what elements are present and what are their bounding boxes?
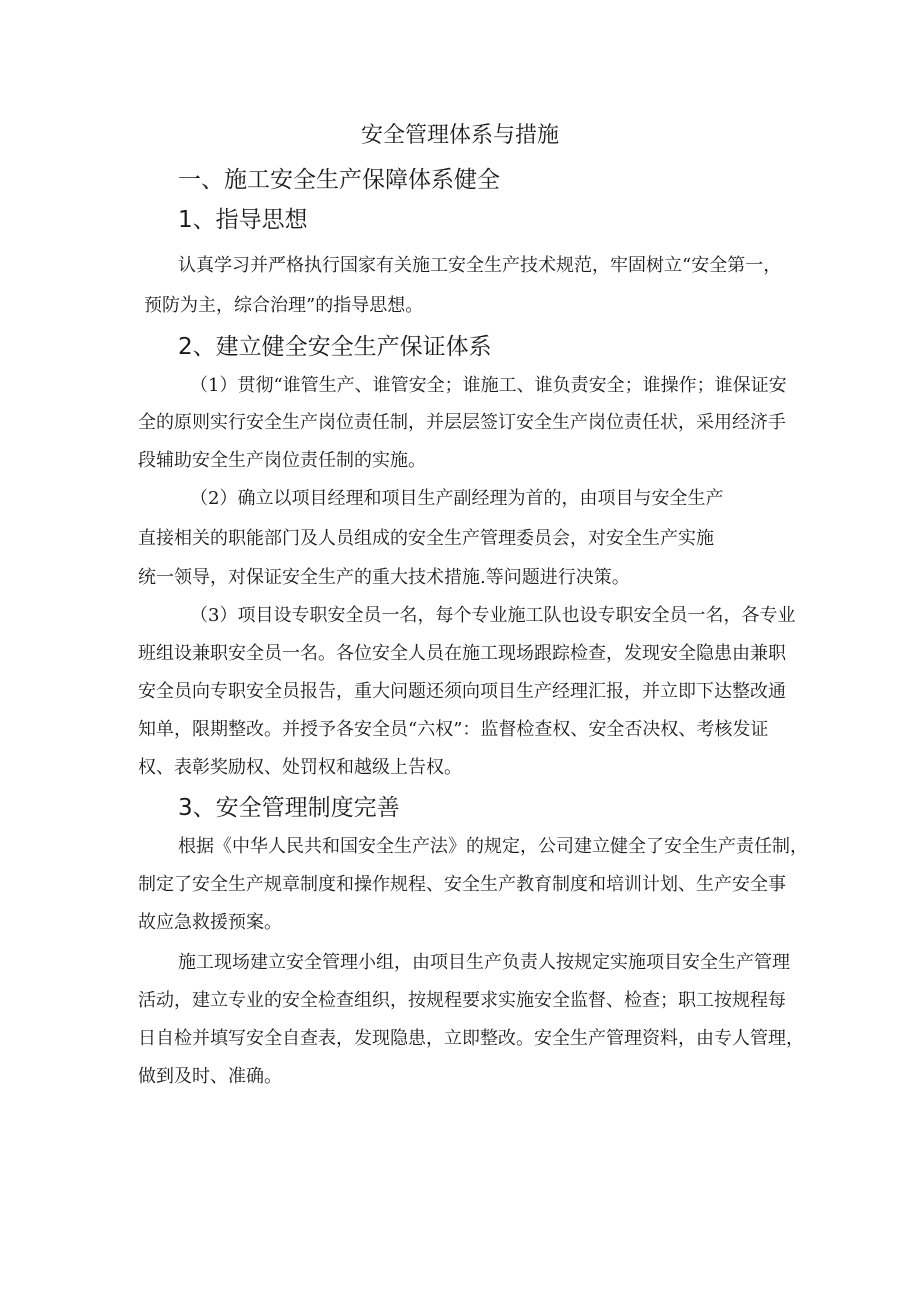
paragraph-line: 活动，建立专业的安全检查组织，按规程要求实施安全监督、检查；职工按规程每 (138, 990, 786, 1011)
paragraph-line: 根据《中华人民共和国安全生产法》的规定，公司建立健全了安全生产责任制， (178, 836, 808, 857)
paragraph-line: （1）贯彻“谁管生产、谁管安全；谁施工、谁负责安全；谁操作；谁保证安 (190, 375, 787, 396)
subsection-heading-safety-rules: 3、安全管理制度完善 (178, 795, 400, 821)
paragraph-line: 施工现场建立安全管理小组，由项目生产负责人按规定实施项目安全生产管理 (178, 952, 790, 973)
paragraph-line: 直接相关的职能部门及人员组成的安全生产管理委员会，对安全生产实施 (138, 528, 714, 549)
paragraph-line: 日自检并填写安全自查表，发现隐患，立即整改。安全生产管理资料，由专人管理， (138, 1028, 804, 1049)
paragraph-line: 预防为主，综合治理”的指导思想。 (144, 295, 424, 316)
subsection-heading-guiding-thought: 1、指导思想 (178, 207, 308, 233)
paragraph-line: 做到及时、准确。 (138, 1066, 282, 1087)
paragraph-line: 全的原则实行安全生产岗位责任制，并层层签订安全生产岗位责任状，采用经济手 (138, 412, 786, 433)
paragraph-line: 段辅助安全生产岗位责任制的实施。 (138, 450, 426, 471)
section-heading-1: 一、施工安全生产保障体系健全 (178, 167, 500, 193)
paragraph-line: 班组设兼职安全员一名。各位安全人员在施工现场跟踪检查，发现安全隐患由兼职 (138, 643, 786, 664)
document-title: 安全管理体系与措施 (360, 123, 559, 148)
paragraph-line: 权、表彰奖励权、处罚权和越级上告权。 (138, 757, 462, 778)
paragraph-line: （3）项目设专职安全员一名，每个专业施工队也设专职安全员一名，各专业 (190, 605, 796, 626)
subsection-heading-safety-system: 2、建立健全安全生产保证体系 (178, 334, 492, 360)
paragraph-line: 安全员向专职安全员报告，重大问题还须向项目生产经理汇报，并立即下达整改通 (138, 681, 786, 702)
paragraph-line: 故应急救援预案。 (138, 912, 282, 933)
paragraph-line: 知单，限期整改。并授予各安全员“六权”：监督检查权、安全否决权、考核发证 (138, 719, 769, 740)
paragraph-line: 统一领导，对保证安全生产的重大技术措施.等问题进行决策。 (138, 567, 630, 588)
paragraph-line: 认真学习并严格执行国家有关施工安全生产技术规范，牢固树立“安全第一， (178, 255, 782, 276)
paragraph-line: 制定了安全生产规章制度和操作规程、安全生产教育制度和培训计划、生产安全事 (138, 874, 786, 895)
paragraph-line: （2）确立以项目经理和项目生产副经理为首的，由项目与安全生产 (190, 488, 724, 509)
